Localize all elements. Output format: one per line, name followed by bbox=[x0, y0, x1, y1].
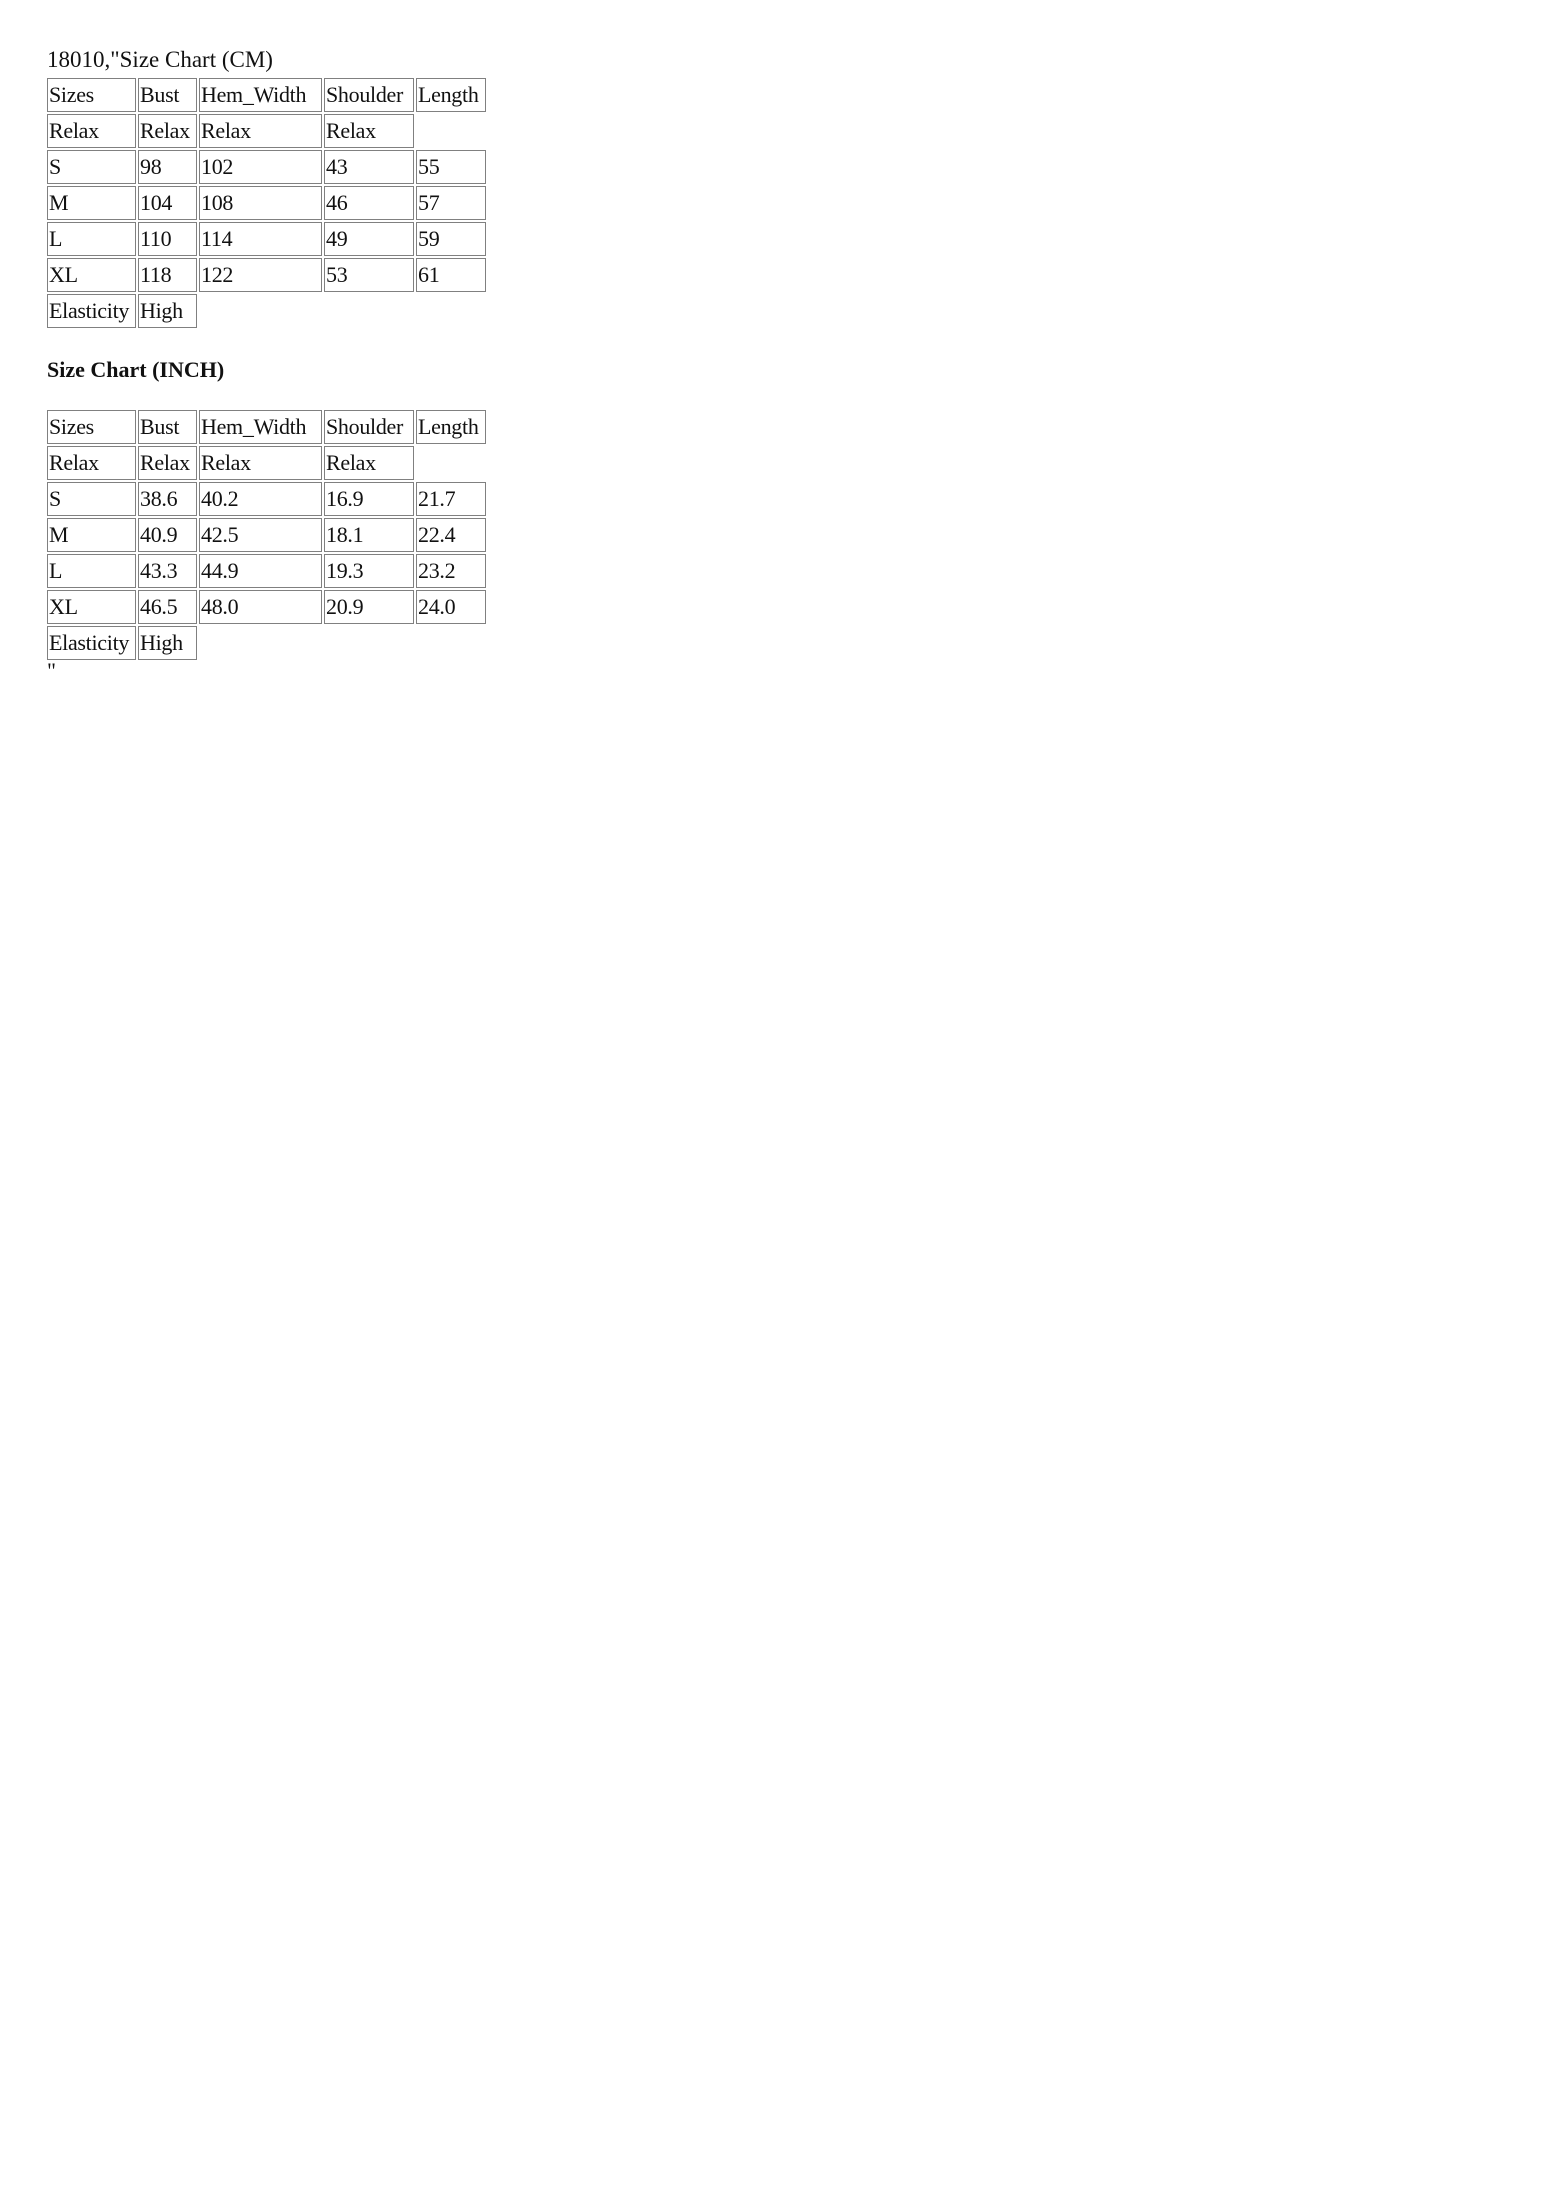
table-row bbox=[47, 590, 486, 624]
column-header: Bust bbox=[138, 410, 197, 444]
table-cell: M bbox=[47, 186, 136, 220]
table-cell: 40.2 bbox=[199, 482, 322, 516]
closing-quote: " bbox=[47, 658, 56, 683]
table-cell: 104 bbox=[138, 186, 197, 220]
table-cell: 20.9 bbox=[324, 590, 414, 624]
inch-chart-heading: Size Chart (INCH) bbox=[47, 357, 225, 382]
table-row bbox=[47, 482, 486, 516]
table-row bbox=[47, 410, 486, 444]
table-cell: Relax bbox=[47, 114, 136, 148]
empty-cell bbox=[416, 446, 486, 480]
column-header: Bust bbox=[138, 78, 197, 112]
table-cell: Relax bbox=[199, 114, 322, 148]
table-cell: 18.1 bbox=[324, 518, 414, 552]
table-cell: 46 bbox=[324, 186, 414, 220]
column-header: Hem_Width bbox=[199, 410, 322, 444]
table-row bbox=[47, 626, 486, 660]
table-cell: 38.6 bbox=[138, 482, 197, 516]
table-row bbox=[47, 258, 486, 292]
table-cell: 49 bbox=[324, 222, 414, 256]
table-cell: XL bbox=[47, 590, 136, 624]
column-header: Sizes bbox=[47, 78, 136, 112]
table-cell: 16.9 bbox=[324, 482, 414, 516]
table-cell: Relax bbox=[138, 446, 197, 480]
table-cell: 122 bbox=[199, 258, 322, 292]
table-cell: 21.7 bbox=[416, 482, 486, 516]
table-row bbox=[47, 518, 486, 552]
table-cell: 61 bbox=[416, 258, 486, 292]
column-header: Shoulder bbox=[324, 78, 414, 112]
column-header: Sizes bbox=[47, 410, 136, 444]
table-row bbox=[47, 186, 486, 220]
table-cell: 24.0 bbox=[416, 590, 486, 624]
table-cell: M bbox=[47, 518, 136, 552]
table-cell: 43 bbox=[324, 150, 414, 184]
table-row bbox=[47, 114, 486, 148]
table-cell: 22.4 bbox=[416, 518, 486, 552]
table-row bbox=[47, 222, 486, 256]
document-page bbox=[47, 46, 488, 682]
table-cell: 23.2 bbox=[416, 554, 486, 588]
table-cell: 43.3 bbox=[138, 554, 197, 588]
table-cell: 44.9 bbox=[199, 554, 322, 588]
table-cell: 40.9 bbox=[138, 518, 197, 552]
table-cell: Elasticity bbox=[47, 294, 136, 328]
table-cell: Elasticity bbox=[47, 626, 136, 660]
table-cell: L bbox=[47, 554, 136, 588]
table-cell: S bbox=[47, 150, 136, 184]
table-cell: L bbox=[47, 222, 136, 256]
table-row bbox=[47, 78, 486, 112]
table-cell: 110 bbox=[138, 222, 197, 256]
table-cell: 114 bbox=[199, 222, 322, 256]
table-cell: 19.3 bbox=[324, 554, 414, 588]
table-cell: High bbox=[138, 294, 197, 328]
empty-cell bbox=[416, 114, 486, 148]
column-header: Length bbox=[416, 78, 486, 112]
table-cell: 55 bbox=[416, 150, 486, 184]
table-cell: 57 bbox=[416, 186, 486, 220]
cm-chart-title: 18010,"Size Chart (CM) bbox=[47, 47, 273, 72]
table-cell: Relax bbox=[324, 446, 414, 480]
table-cell: Relax bbox=[47, 446, 136, 480]
table-cell: 42.5 bbox=[199, 518, 322, 552]
table-cell: 59 bbox=[416, 222, 486, 256]
table-cell: 48.0 bbox=[199, 590, 322, 624]
table-row bbox=[47, 446, 486, 480]
table-row bbox=[47, 150, 486, 184]
column-header: Hem_Width bbox=[199, 78, 322, 112]
table-cell: S bbox=[47, 482, 136, 516]
table-cell: XL bbox=[47, 258, 136, 292]
table-cell: 46.5 bbox=[138, 590, 197, 624]
table-cell: Relax bbox=[199, 446, 322, 480]
column-header: Shoulder bbox=[324, 410, 414, 444]
table-cell: 53 bbox=[324, 258, 414, 292]
table-cell: 118 bbox=[138, 258, 197, 292]
table-row bbox=[47, 294, 486, 328]
cm-size-table bbox=[45, 76, 488, 330]
column-header: Length bbox=[416, 410, 486, 444]
table-cell: 98 bbox=[138, 150, 197, 184]
table-cell: Relax bbox=[324, 114, 414, 148]
table-cell: High bbox=[138, 626, 197, 660]
table-row bbox=[47, 554, 486, 588]
table-cell: Relax bbox=[138, 114, 197, 148]
table-cell: 108 bbox=[199, 186, 322, 220]
inch-size-table bbox=[45, 408, 488, 662]
table-cell: 102 bbox=[199, 150, 322, 184]
